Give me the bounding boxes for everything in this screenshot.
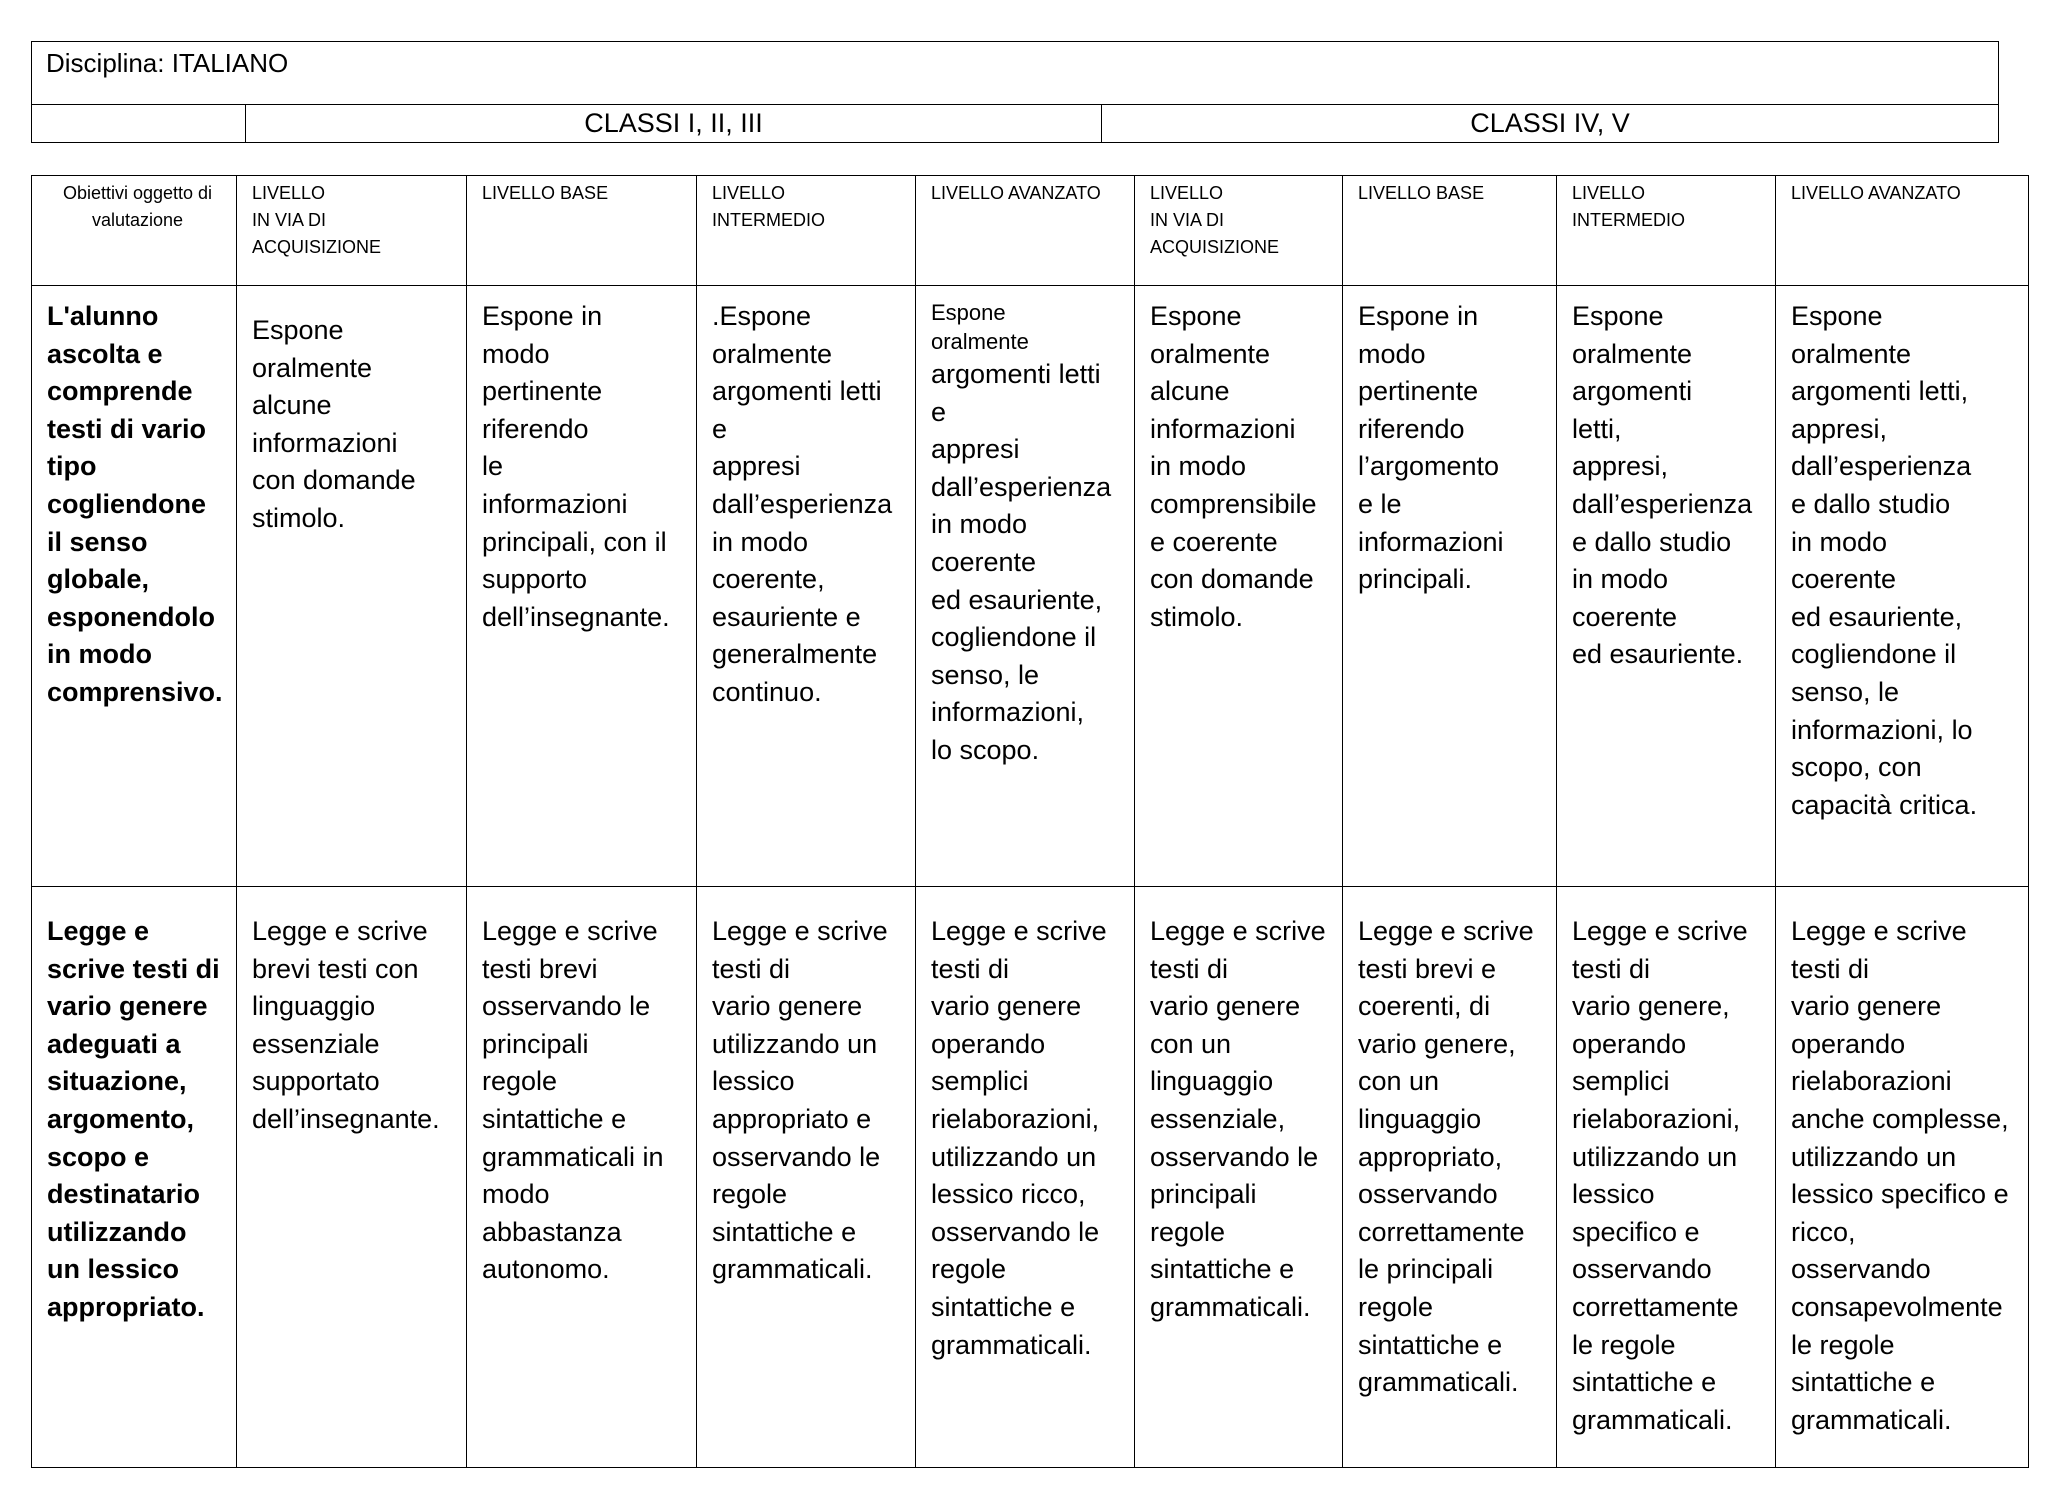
level-description-cell: Espone oralmente argomenti letti, appresi, dall’esperienza e dallo studio in modo coerente ed esauriente. bbox=[1557, 286, 1776, 887]
empty-header-cell bbox=[32, 105, 246, 143]
table-row bbox=[32, 887, 2029, 1468]
level-description-cell: Espone oralmente alcune informazioni con domande stimolo. bbox=[237, 286, 467, 887]
class-group-2: CLASSI IV, V bbox=[1102, 105, 1999, 143]
class-group-1: CLASSI I, II, III bbox=[246, 105, 1102, 143]
level-description-cell: Espone in modo pertinente riferendo l’argomento e le informazioni principali. bbox=[1343, 286, 1557, 887]
level-description-cell: Espone oralmente argomenti letti, appresi, dall’esperienza e dallo studio in modo coerente ed esauriente, cogliendone il senso, le informazioni, lo scopo, con capacità critica. bbox=[1776, 286, 2029, 887]
rubric-header-row bbox=[32, 176, 2029, 286]
level-header: LIVELLO BASE bbox=[1343, 176, 1557, 286]
level-description-cell: Espone oralmente alcune informazioni in modo comprensibile e coerente con domande stimolo. bbox=[1135, 286, 1343, 887]
level-description-cell: Legge e scrive brevi testi con linguaggio essenziale supportato dell’insegnante. bbox=[237, 887, 467, 1468]
level-header: LIVELLO IN VIA DI ACQUISIZIONE bbox=[1135, 176, 1343, 286]
level-description-cell: Legge e scrive testi brevi osservando le principali regole sintattiche e grammaticali in modo abbastanza autonomo. bbox=[467, 887, 697, 1468]
objective-cell: L'alunno ascolta e comprende testi di vario tipo cogliendone il senso globale, esponendolo in modo comprensivo. bbox=[32, 286, 237, 887]
level-description-small-text: Espone oralmente bbox=[931, 300, 1029, 354]
discipline-header-table bbox=[31, 41, 1999, 143]
level-header: LIVELLO INTERMEDIO bbox=[1557, 176, 1776, 286]
objectives-header: Obiettivi oggetto di valutazione bbox=[32, 176, 237, 286]
level-description-cell: Legge e scrive testi di vario genere utilizzando un lessico appropriato e osservando le regole sintattiche e grammaticali. bbox=[697, 887, 916, 1468]
level-description-cell bbox=[916, 286, 1135, 887]
level-header: LIVELLO BASE bbox=[467, 176, 697, 286]
level-description-text: argomenti letti e appresi dall’esperienza in modo coerente ed esauriente, cogliendone il senso, le informazioni, lo scopo. bbox=[931, 359, 1112, 765]
level-description-cell: Legge e scrive testi di vario genere operando semplici rielaborazioni, utilizzando un lessico ricco, osservando le regole sintattiche e grammaticali. bbox=[916, 887, 1135, 1468]
level-description-cell: Legge e scrive testi brevi e coerenti, di vario genere, con un linguaggio appropriato, osservando correttamente le principali regole sintattiche e grammaticali. bbox=[1343, 887, 1557, 1468]
evaluation-rubric-table bbox=[31, 175, 2029, 1468]
level-description-cell: Legge e scrive testi di vario genere operando rielaborazioni anche complesse, utilizzando un lessico specifico e ricco, osservando consapevolmente le regole sintattiche e grammaticali. bbox=[1776, 887, 2029, 1468]
table-row bbox=[32, 286, 2029, 887]
level-header: LIVELLO AVANZATO bbox=[1776, 176, 2029, 286]
objective-cell: Legge e scrive testi di vario genere adeguati a situazione, argomento, scopo e destinatario utilizzando un lessico appropriato. bbox=[32, 887, 237, 1468]
level-description-cell: Legge e scrive testi di vario genere con un linguaggio essenziale, osservando le principali regole sintattiche e grammaticali. bbox=[1135, 887, 1343, 1468]
level-description-cell: Espone in modo pertinente riferendo le informazioni principali, con il supporto dell’insegnante. bbox=[467, 286, 697, 887]
level-header: LIVELLO IN VIA DI ACQUISIZIONE bbox=[237, 176, 467, 286]
level-description-cell: Legge e scrive testi di vario genere, operando semplici rielaborazioni, utilizzando un lessico specifico e osservando correttamente le regole sintattiche e grammaticali. bbox=[1557, 887, 1776, 1468]
level-header: LIVELLO INTERMEDIO bbox=[697, 176, 916, 286]
level-header: LIVELLO AVANZATO bbox=[916, 176, 1135, 286]
discipline-title: Disciplina: ITALIANO bbox=[32, 42, 1999, 105]
level-description-cell: .Espone oralmente argomenti letti e appresi dall’esperienza in modo coerente, esauriente e generalmente continuo. bbox=[697, 286, 916, 887]
